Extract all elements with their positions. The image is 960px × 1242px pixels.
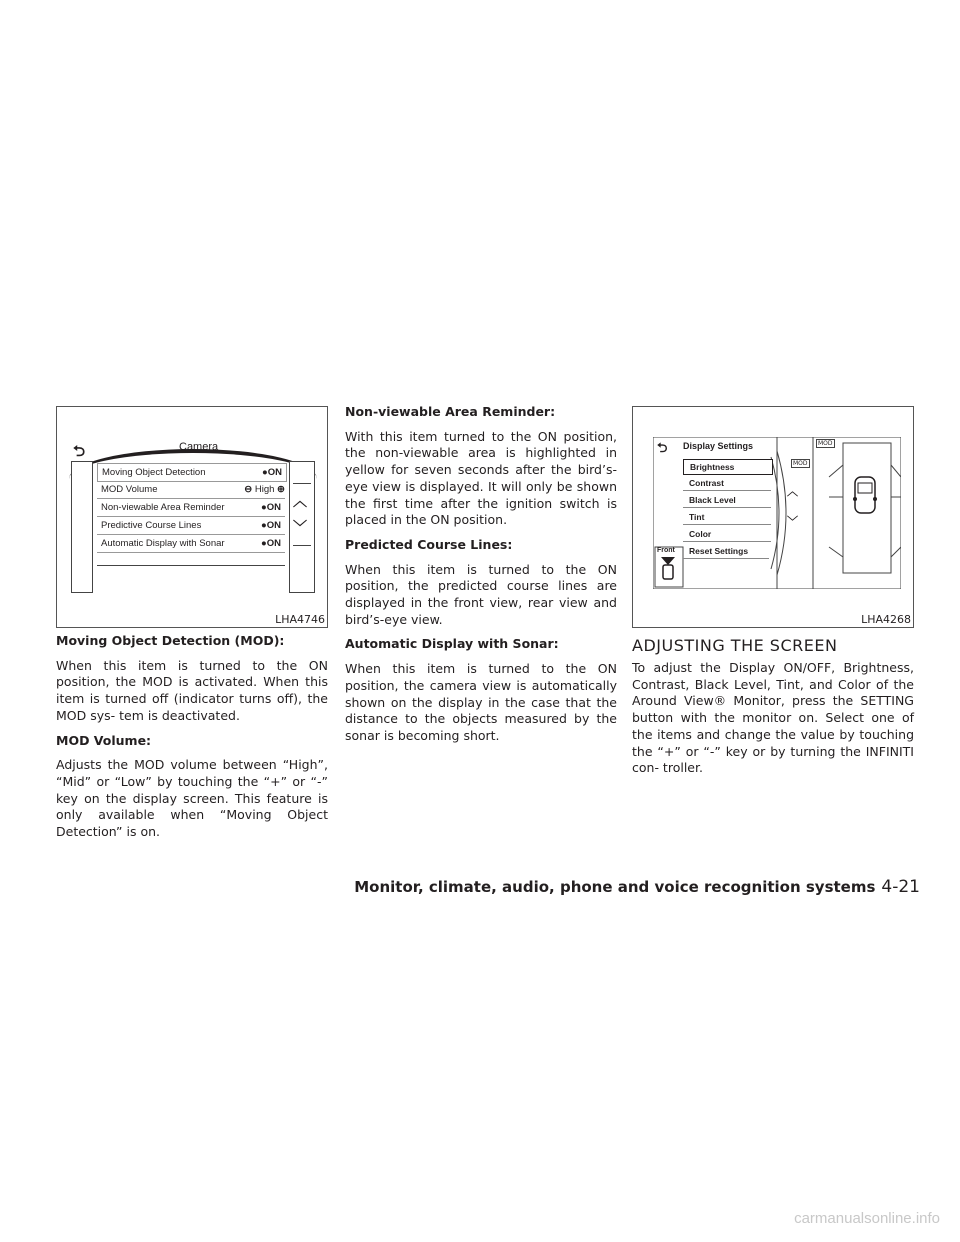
- row-value: [261, 535, 281, 552]
- screen-title: Camera: [179, 441, 219, 453]
- row-label: MOD Volume: [101, 484, 158, 495]
- list-item-color: [683, 527, 771, 542]
- list-item-non-viewable: [97, 499, 285, 517]
- indicator-icon: ●: [261, 502, 267, 513]
- section-title: ADJUSTING THE SCREEN: [632, 636, 838, 655]
- paragraph-mod-volume: Adjusts the MOD volume between “High”, “Mid” or “Low” by touching the “+” or “-” key on the display screen. This feature is only available when “Moving Object Detection” is on.: [56, 757, 328, 840]
- row-label: Contrast: [689, 478, 724, 488]
- indicator-icon: ●: [261, 520, 267, 531]
- row-value-text: ON: [267, 467, 282, 478]
- list-item-mod: [97, 463, 287, 482]
- row-value: [261, 499, 281, 516]
- row-label: Reset Settings: [689, 546, 749, 556]
- list-item-predictive-lines: [97, 517, 285, 535]
- list-item-mod-volume: [97, 481, 285, 499]
- display-settings-screen: [653, 437, 901, 589]
- list-item-contrast: [683, 476, 771, 491]
- chapter-title: Monitor, climate, audio, phone and voice recognition systems: [354, 878, 876, 896]
- row-value-text: ON: [266, 502, 281, 513]
- watermark-text: carmanualsonline.info: [794, 1210, 940, 1227]
- middle-text-column: [345, 404, 617, 753]
- list-item-reset-settings: [683, 544, 769, 559]
- page-footer: [354, 877, 920, 897]
- mod-badge: MOD: [818, 440, 833, 447]
- row-value: [262, 464, 282, 481]
- paragraph-adjusting-screen: To adjust the Display ON/OFF, Brightness, Contrast, Black Level, Tint, and Color of the Around View® Monitor, press the SETTING button with the monitor on. Select one of the items and change the value by touching the “+” or “-” key or by turning the INFINITI con- troller.: [632, 660, 914, 776]
- camera-screen: [71, 437, 315, 595]
- row-label: Brightness: [690, 462, 735, 472]
- row-value-text: High: [254, 484, 275, 495]
- figure-id-label: LHA4268: [861, 613, 911, 626]
- row-label: Black Level: [689, 495, 736, 505]
- row-value: [244, 481, 285, 498]
- row-value-text: ON: [266, 538, 281, 549]
- paragraph-mod: When this item is turned to the ON position, the MOD is activated. When this item is turned off (indicator turns off), the MOD sys- tem is deactivated.: [56, 657, 328, 723]
- list-item-auto-sonar: [97, 535, 285, 553]
- left-side-panel: [71, 461, 93, 593]
- row-label: Moving Object Detection: [102, 467, 206, 478]
- heading-predicted-course-lines: Predicted Course Lines:: [345, 536, 513, 552]
- page-number: 4-21: [881, 877, 920, 897]
- figure-id-label: LHA4746: [275, 613, 325, 626]
- list-item-brightness: [683, 459, 773, 475]
- figure-camera-settings: [56, 406, 328, 628]
- list-item-tint: [683, 510, 771, 525]
- chevron-up-icon: ︿: [787, 485, 798, 498]
- row-label: Non-viewable Area Reminder: [101, 502, 225, 513]
- plus-icon: ⊕: [277, 484, 285, 495]
- mod-badge: MOD: [793, 460, 808, 467]
- back-arrow-icon: ⮌: [657, 441, 668, 456]
- heading-auto-display-sonar: Automatic Display with Sonar:: [345, 636, 559, 652]
- list-item-black-level: [683, 493, 771, 508]
- heading-mod: Moving Object Detection (MOD):: [56, 633, 285, 648]
- row-label: Color: [689, 529, 712, 539]
- row-label: Tint: [689, 512, 705, 522]
- back-arrow-icon: ⮌: [73, 442, 86, 460]
- indicator-icon: ●: [262, 467, 268, 478]
- row-label: Predictive Course Lines: [101, 520, 202, 531]
- list-bottom-line: [97, 565, 285, 566]
- screen-title: Display Settings: [683, 441, 754, 451]
- heading-non-viewable-reminder: Non-viewable Area Reminder:: [345, 404, 556, 419]
- right-text-column: [632, 660, 914, 785]
- minus-icon: ⊖: [244, 484, 253, 495]
- left-text-column: [56, 633, 328, 849]
- scroll-divider: [293, 545, 311, 546]
- paragraph-non-viewable-reminder: With this item turned to the ON position, the non-viewable area is highlighted in yellow for seven seconds after the bird’s-eye view is displayed. It will only be shown the first time after the ignition switch is placed in the ON position.: [345, 428, 617, 528]
- front-view-label: Front: [657, 547, 675, 554]
- row-value: [261, 517, 281, 534]
- row-label: Automatic Display with Sonar: [101, 538, 225, 549]
- chevron-down-icon: ﹀: [787, 515, 798, 528]
- paragraph-predicted-course-lines: When this item is turned to the ON position, the predicted course lines are displayed in the front view, rear view and bird’s-eye view.: [345, 561, 617, 627]
- paragraph-auto-display-sonar: When this item is turned to the ON position, the camera view is automatically shown on the display in the case that the distance to the objects measured by the sonar is becoming short.: [345, 661, 617, 743]
- chevron-down-icon: ﹀: [293, 520, 307, 536]
- indicator-icon: ●: [261, 538, 267, 549]
- row-value-text: ON: [266, 520, 281, 531]
- figure-display-settings: [632, 406, 914, 628]
- scroll-divider: [293, 483, 311, 484]
- heading-mod-volume: MOD Volume:: [56, 732, 152, 748]
- chevron-up-icon: ︿: [293, 494, 307, 510]
